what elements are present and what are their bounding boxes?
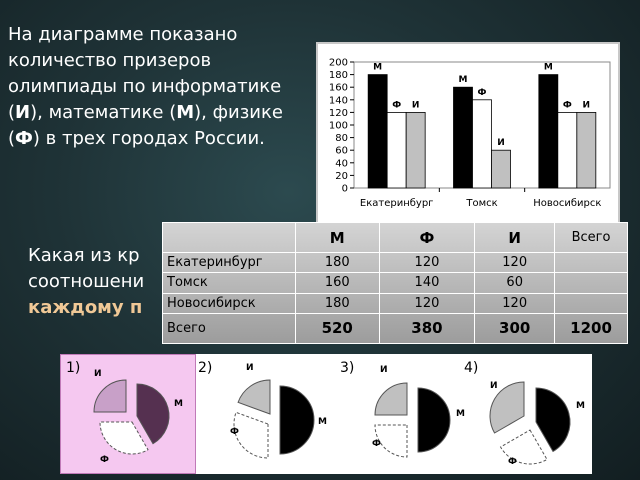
y-tick-label: 80 xyxy=(335,133,348,145)
question-line-3: каждому п xyxy=(28,297,143,318)
pie-slice-m xyxy=(280,386,314,454)
bar-2-2 xyxy=(577,112,596,188)
total-value: 1200 xyxy=(555,313,628,343)
bar-1-2 xyxy=(492,150,511,188)
cell-value xyxy=(555,253,628,273)
bar-label: И xyxy=(497,138,505,149)
cell-value xyxy=(555,273,628,293)
bar-label: Ф xyxy=(562,100,572,111)
intro-letter-i: И xyxy=(15,102,31,123)
y-tick-label: 40 xyxy=(335,158,348,170)
pie-slice-i xyxy=(94,380,126,412)
answer-number-4: 4) xyxy=(464,360,479,376)
y-tick-label: 140 xyxy=(328,95,348,107)
bar-chart xyxy=(316,42,620,224)
header-m: М xyxy=(295,223,379,253)
table-row xyxy=(163,273,628,293)
cell-value: 160 xyxy=(295,273,379,293)
total-value: 380 xyxy=(379,313,475,343)
cell-value: 120 xyxy=(379,253,475,273)
y-tick-label: 160 xyxy=(328,82,348,94)
intro-letter-m: М xyxy=(176,102,195,123)
cell-value: 180 xyxy=(295,293,379,313)
table-total-row xyxy=(163,313,628,343)
row-label-novosibirsk: Новосибирск xyxy=(163,293,296,313)
answer-number-1: 1) xyxy=(66,360,81,376)
cell-value: 120 xyxy=(379,293,475,313)
x-tick-label: Екатеринбург xyxy=(359,198,434,209)
pie-label-i: И xyxy=(94,369,102,379)
row-label-ekaterinburg: Екатеринбург xyxy=(163,253,296,273)
cell-value: 60 xyxy=(475,273,555,293)
pie-slice-m xyxy=(536,388,570,451)
pie-slice-m xyxy=(137,384,169,444)
table-corner-cell xyxy=(163,223,296,253)
intro-part1: На диаграмме показано количество призеров олимпиады по информатике ( xyxy=(8,24,282,123)
header-total: Всего xyxy=(555,223,628,253)
pie-label-f: Ф xyxy=(230,427,239,437)
bar-0-1 xyxy=(387,112,406,188)
bar-2-0 xyxy=(539,75,558,188)
pie-label-m: М xyxy=(174,399,183,409)
y-tick-label: 0 xyxy=(341,183,348,195)
y-tick-label: 200 xyxy=(328,57,348,69)
pie-label-m: М xyxy=(456,409,465,419)
bar-1-1 xyxy=(473,100,492,188)
cell-value: 120 xyxy=(475,253,555,273)
question-line-2: соотношени xyxy=(28,271,145,292)
bar-0-0 xyxy=(368,75,387,188)
intro-part4: ) в трех городах России. xyxy=(32,128,265,149)
pie-slice-f xyxy=(100,422,148,454)
intro-part2: ), математике ( xyxy=(30,102,177,123)
bar-label: М xyxy=(373,62,383,73)
answer-options xyxy=(60,354,592,474)
cell-value: 120 xyxy=(475,293,555,313)
bar-1-0 xyxy=(454,87,473,188)
bar-label: М xyxy=(458,75,468,86)
bar-2-1 xyxy=(558,112,577,188)
cell-value xyxy=(555,293,628,313)
pie-slice-i xyxy=(375,383,407,415)
pie-slice-f xyxy=(234,412,268,458)
table-row xyxy=(163,253,628,273)
bar-label: Ф xyxy=(477,87,487,98)
pie-slice-m xyxy=(418,388,450,452)
total-value: 300 xyxy=(475,313,555,343)
y-tick-label: 60 xyxy=(335,145,348,157)
cell-value: 180 xyxy=(295,253,379,273)
pie-label-i: И xyxy=(380,365,388,375)
y-tick-label: 120 xyxy=(328,107,348,119)
bar-label: И xyxy=(411,100,420,111)
pie-label-f: Ф xyxy=(100,455,109,465)
bar-chart-svg xyxy=(318,44,618,222)
table-row xyxy=(163,293,628,313)
table-header-row xyxy=(163,223,628,253)
bar-0-2 xyxy=(406,112,425,188)
cell-value: 140 xyxy=(379,273,475,293)
y-tick-label: 20 xyxy=(335,170,348,182)
pie-label-f: Ф xyxy=(508,457,517,467)
intro-text xyxy=(8,22,308,152)
x-tick-label: Новосибирск xyxy=(533,198,602,209)
total-value: 520 xyxy=(295,313,379,343)
intro-letter-f: Ф xyxy=(15,128,33,149)
data-table xyxy=(162,222,628,344)
pie-label-f: Ф xyxy=(372,439,381,449)
answer-number-3: 3) xyxy=(340,360,355,376)
pie-label-i: И xyxy=(490,381,498,391)
question-line-1: Какая из кр xyxy=(28,245,140,266)
pie-label-m: М xyxy=(576,401,585,411)
answer-number-2: 2) xyxy=(198,360,213,376)
bar-label: М xyxy=(543,62,553,73)
row-label-tomsk: Томск xyxy=(163,273,296,293)
pie-label-m: М xyxy=(318,417,327,427)
answer-pies-svg xyxy=(60,354,592,474)
x-tick-label: Томск xyxy=(466,198,498,209)
y-tick-label: 100 xyxy=(328,120,348,132)
pie-label-i: И xyxy=(246,363,254,373)
row-label-total: Всего xyxy=(163,313,296,343)
y-tick-label: 180 xyxy=(328,70,348,82)
header-i: И xyxy=(475,223,555,253)
header-f: Ф xyxy=(379,223,475,253)
bar-label: Ф xyxy=(392,100,402,111)
pie-slice-i xyxy=(238,380,270,414)
intro-part3: ), физике ( xyxy=(8,102,283,149)
bar-label: И xyxy=(582,100,591,111)
